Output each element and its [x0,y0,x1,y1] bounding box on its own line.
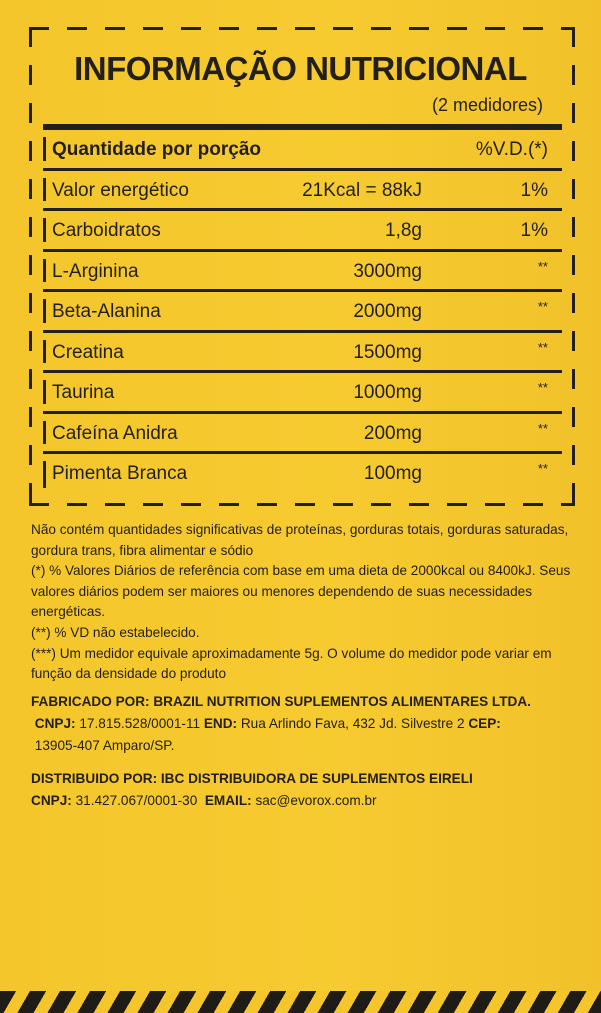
distributor-email-label: EMAIL: [204,793,252,808]
row-bar [43,380,46,404]
manufacturer-cnpj-label: CNPJ: [34,716,76,731]
nutrition-table [43,124,562,495]
nutrient-vd: ** [537,420,548,436]
nutrient-name: Valor energético [52,179,189,201]
nutrient-amount: 1000mg [353,382,422,403]
manufacturer-address-label: END: [203,716,238,731]
distributor-email: sac@evorox.com.br [255,793,377,808]
nutrient-vd: ** [537,299,548,314]
frame-bottom-edge [29,503,575,506]
table-row [43,414,562,455]
table-row [43,211,562,252]
nutrient-amount: 3000mg [353,260,422,282]
footnote-daily-values: (*) % Valores Diários de referência com base em uma dieta de 2000kcal ou 8400kJ. Seus valores diários podem ser maiores ou menores dependendo de suas necessidades energéticas. [31,563,571,620]
nutrient-vd: ** [537,339,548,355]
row-bar [43,299,46,323]
row-bar [43,137,46,161]
nutrient-name: L-Arginina [52,260,139,282]
row-bar [43,340,46,364]
nutrient-name: Pimenta Branca [52,463,188,484]
nutrient-amount: 200mg [363,422,422,444]
distributor-cnpj-label: CNPJ: [31,793,72,808]
distributor-block [31,768,576,812]
frame-left-edge [29,27,32,506]
distributor-cnpj: 31.427.067/0001-30 [75,793,198,808]
frame-right-edge [572,27,575,506]
serving-subtitle: (2 medidores) [431,95,543,115]
row-bar [43,218,46,242]
distributor-label: DISTRIBUIDO POR: IBC DISTRIBUIDORA DE SUPLEMENTOS EIRELI [31,771,473,786]
manufacturer-block [31,691,576,757]
row-bar [43,178,46,202]
manufacturer-label: FABRICADO POR: BRAZIL NUTRITION SUPLEMENTOS ALIMENTARES LTDA. [31,694,531,709]
frame-top-edge [29,27,575,30]
row-bar [43,461,46,488]
nutrient-amount: 2000mg [353,301,422,322]
table-row [43,333,562,374]
nutrient-amount: 21Kcal = 88kJ [302,179,422,201]
table-row [43,171,562,212]
nutrient-name: Beta-Alanina [52,301,161,322]
header-quantity: Quantidade por porção [52,139,262,160]
table-header-row [43,130,562,171]
nutrient-vd: ** [537,380,548,395]
nutrient-vd: ** [537,258,548,274]
nutrient-amount: 100mg [363,463,422,484]
manufacturer-cep: 13905-407 Amparo/SP. [34,738,175,753]
table-row [43,292,562,333]
nutrient-amount: 1500mg [353,341,422,363]
manufacturer-cep-label: CEP: [468,716,501,731]
panel-title: INFORMAÇÃO NUTRICIONAL [74,50,527,87]
nutrient-vd: 1% [520,179,548,201]
manufacturer-address: Rua Arlindo Fava, 432 Jd. Silvestre 2 [240,716,465,731]
footnote-vd-not-established: (**) % VD não estabelecido. [31,624,200,640]
header-vd: %V.D.(*) [475,139,548,160]
nutrient-name: Carboidratos [52,220,161,241]
row-bar [43,259,46,283]
footnote-measure: (***) Um medidor equivale aproximadamente 5g. O volume do medidor pode variar em função da densidade do produto [31,645,552,682]
nutrient-name: Cafeína Anidra [52,422,178,444]
nutrient-vd: ** [537,461,548,476]
table-row [43,252,562,293]
nutrient-name: Creatina [52,341,124,363]
footnote-not-significant: Não contém quantidades significativas de proteínas, gorduras totais, gorduras saturadas, gordura trans, fibra alimentar e sódio [31,522,569,558]
nutrient-name: Taurina [52,382,115,403]
manufacturer-cnpj: 17.815.528/0001-11 [79,716,201,731]
table-row [43,373,562,414]
hazard-stripe-border [0,991,601,1013]
nutrient-vd: 1% [520,220,548,241]
footnotes [31,520,571,685]
nutrient-amount: 1,8g [385,220,422,241]
row-bar [43,421,46,445]
table-row [43,454,562,495]
